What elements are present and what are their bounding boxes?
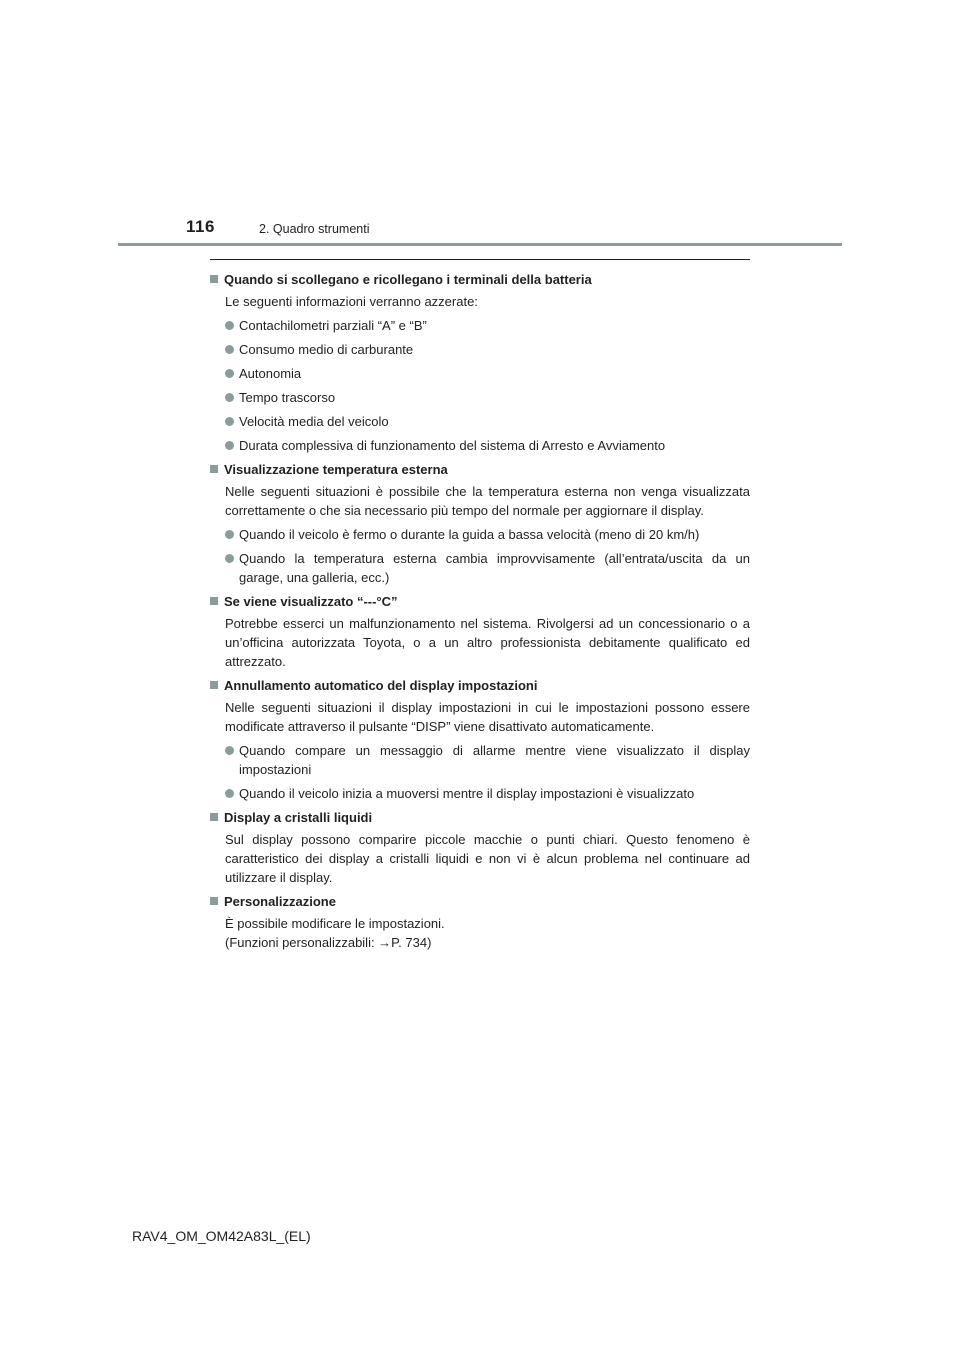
section-title: Annullamento automatico del display impostazioni	[224, 678, 538, 693]
list-item-text: Quando la temperatura esterna cambia improvvisamente (all’entrata/uscita da un garage, una galleria, ecc.)	[239, 551, 750, 585]
square-bullet-icon	[210, 275, 218, 283]
document-code: RAV4_OM_OM42A83L_(EL)	[132, 1228, 311, 1244]
list-item-text: Contachilometri parziali “A” e “B”	[239, 318, 427, 333]
section-paragraph: Sul display possono comparire piccole macchie o punti chiari. Questo fenomeno è caratteristico dei display a cristalli liquidi e non vi è alcun problema nel continuare ad utilizzare il display.	[225, 832, 750, 885]
section-heading	[210, 676, 750, 695]
section-paragraph: Potrebbe esserci un malfunzionamento nel sistema. Rivolgersi ad un concessionario o a un’officina autorizzata Toyota, o a un altro professionista debitamente qualificato ed attrezzato.	[225, 616, 750, 669]
section-title: Visualizzazione temperatura esterna	[224, 462, 448, 477]
header-rule	[118, 243, 842, 246]
section-heading	[210, 270, 750, 289]
section-heading	[210, 460, 750, 479]
section-title: Se viene visualizzato “---°C”	[224, 594, 398, 609]
square-bullet-icon	[210, 813, 218, 821]
circle-bullet-icon	[225, 345, 234, 354]
circle-bullet-icon	[225, 369, 234, 378]
circle-bullet-icon	[225, 393, 234, 402]
list-item-text: Durata complessiva di funzionamento del sistema di Arresto e Avviamento	[239, 438, 666, 453]
section-customization	[210, 892, 750, 952]
list-item	[210, 549, 750, 587]
section-title: Display a cristalli liquidi	[224, 810, 373, 825]
section-heading	[210, 592, 750, 611]
list-item	[210, 784, 750, 803]
section-heading	[210, 892, 750, 911]
content-top-rule	[210, 259, 750, 260]
list-item	[210, 388, 750, 407]
list-item	[210, 340, 750, 359]
list-item-text: Autonomia	[239, 366, 302, 381]
circle-bullet-icon	[225, 789, 234, 798]
section-paragraph: Nelle seguenti situazioni è possibile che la temperatura esterna non venga visualizzata correttamente o che sia necessario più tempo del normale per aggiornare il display.	[225, 484, 750, 518]
section-battery-reset	[210, 270, 750, 455]
list-item-text: Consumo medio di carburante	[239, 342, 414, 357]
list-item-text: Quando il veicolo inizia a muoversi mentre il display impostazioni è visualizzato	[239, 786, 695, 801]
section-lcd	[210, 808, 750, 887]
list-item-text: Velocità media del veicolo	[239, 414, 389, 429]
section-temperature-error	[210, 592, 750, 671]
circle-bullet-icon	[225, 441, 234, 450]
circle-bullet-icon	[225, 554, 234, 563]
list-item-text: Quando compare un messaggio di allarme mentre viene visualizzato il display impostazioni	[239, 743, 750, 777]
section-paragraph: Le seguenti informazioni verranno azzerate:	[225, 294, 478, 309]
paragraph-line: È possibile modificare le impostazioni.	[225, 916, 445, 931]
circle-bullet-icon	[225, 417, 234, 426]
square-bullet-icon	[210, 897, 218, 905]
page-content	[210, 270, 750, 957]
circle-bullet-icon	[225, 321, 234, 330]
page-number: 116	[186, 217, 215, 236]
section-settings-cancel	[210, 676, 750, 803]
section-title: Quando si scollegano e ricollegano i terminali della batteria	[224, 272, 592, 287]
square-bullet-icon	[210, 681, 218, 689]
list-item-text: Quando il veicolo è fermo o durante la guida a bassa velocità (meno di 20 km/h)	[239, 527, 700, 542]
list-item	[210, 364, 750, 383]
list-item	[210, 525, 750, 544]
list-item	[210, 741, 750, 779]
circle-bullet-icon	[225, 746, 234, 755]
section-title: Personalizzazione	[224, 894, 336, 909]
chapter-title: 2. Quadro strumenti	[259, 222, 370, 236]
list-item-text: Tempo trascorso	[239, 390, 336, 405]
square-bullet-icon	[210, 597, 218, 605]
circle-bullet-icon	[225, 530, 234, 539]
section-paragraph	[210, 914, 750, 952]
list-item	[210, 436, 750, 455]
section-outside-temperature	[210, 460, 750, 587]
section-heading	[210, 808, 750, 827]
page-reference-link[interactable]: (Funzioni personalizzabili: →P. 734)	[225, 935, 432, 950]
list-item	[210, 412, 750, 431]
section-paragraph: Nelle seguenti situazioni il display impostazioni in cui le impostazioni possono essere modificate attraverso il pulsante “DISP” viene disattivato automaticamente.	[225, 700, 750, 734]
list-item	[210, 316, 750, 335]
square-bullet-icon	[210, 465, 218, 473]
